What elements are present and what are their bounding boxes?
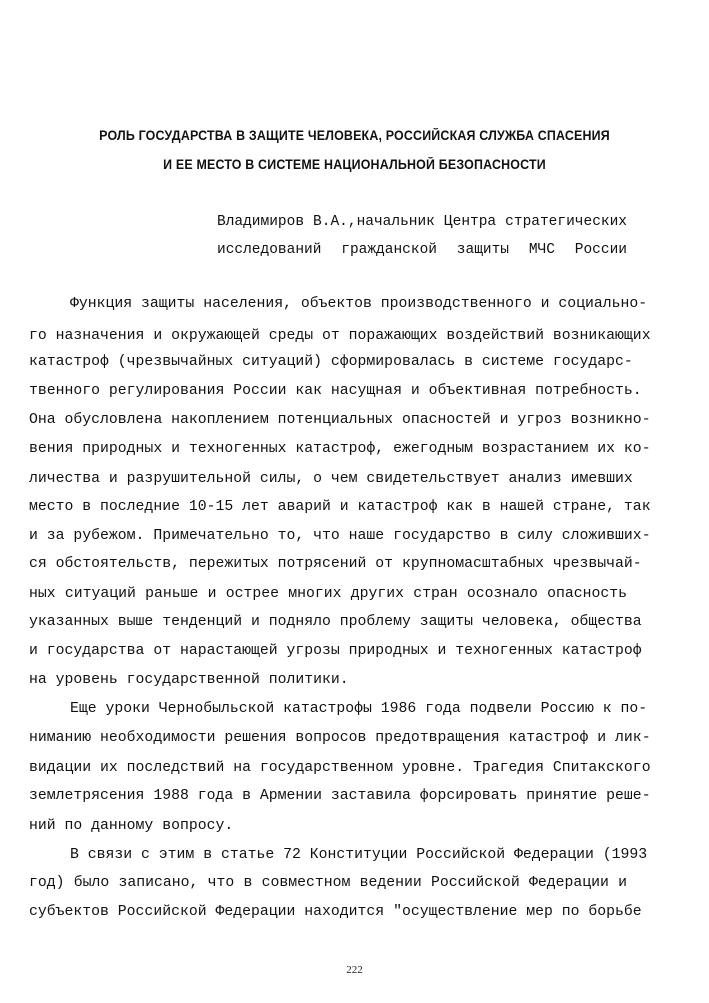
- body-line: Еще уроки Чернобыльской катастрофы 1986 года подвели Россию к по-: [70, 701, 648, 717]
- body-line: на уровень государственной политики.: [29, 672, 349, 688]
- body-line: ний по данному вопросу.: [29, 818, 234, 834]
- author-line-1: Владимиров В.А.,начальник Центра стратегических: [217, 214, 627, 230]
- body-line: В связи с этим в статье 72 Конституции Российской Федерации (1993: [70, 847, 648, 863]
- body-line: твенного регулирования России как насущная и объективная потребность.: [29, 383, 642, 399]
- body-line: катастроф (чрезвычайных ситуаций) сформировалась в системе государс-: [29, 354, 633, 370]
- author-line-2: исследований гражданской защиты МЧС России: [217, 242, 627, 258]
- body-line: ся обстоятельств, пережитых потрясений от крупномасштабных чрезвычай-: [29, 556, 642, 572]
- body-line: ниманию необходимости решения вопросов предотвращения катастроф и лик-: [29, 730, 651, 746]
- body-line: и государства от нарастающей угрозы природных и техногенных катастроф: [29, 643, 642, 659]
- body-line: го назначения и окружающей среды от поражающих воздействий возникающих: [29, 328, 651, 344]
- document-title-line-2: И ЕЕ МЕСТО В СИСТЕМЕ НАЦИОНАЛЬНОЙ БЕЗОПАСНОСТИ: [163, 157, 546, 172]
- body-line: указанных выше тенденций и подняло проблему защиты человека, общества: [29, 614, 642, 630]
- body-line: видации их последствий на государственном уровне. Трагедия Спитакского: [29, 760, 651, 776]
- body-line: ных ситуаций раньше и острее многих других стран осознало опасность: [29, 586, 627, 602]
- page-number: 222: [346, 964, 363, 976]
- body-line: субъектов Российской Федерации находится "осуществление мер по борьбе: [29, 904, 642, 920]
- document-title-line-1: РОЛЬ ГОСУДАРСТВА В ЗАЩИТЕ ЧЕЛОВЕКА, РОССИЙСКАЯ СЛУЖБА СПАСЕНИЯ: [99, 128, 610, 143]
- body-line: Функция защиты населения, объектов производственного и социально-: [70, 296, 648, 312]
- body-line: вения природных и техногенных катастроф, ежегодным возрастанием их ко-: [29, 441, 651, 457]
- body-line: землетрясения 1988 года в Армении заставила форсировать принятие реше-: [29, 788, 651, 804]
- body-line: Она обусловлена накоплением потенциальных опасностей и угроз возникно-: [29, 412, 651, 428]
- body-line: год) было записано, что в совместном ведении Российской Федерации и: [29, 875, 627, 891]
- body-line: место в последние 10-15 лет аварий и катастроф как в нашей стране, так: [29, 499, 651, 515]
- body-line: и за рубежом. Примечательно то, что наше государство в силу сложивших-: [29, 528, 651, 544]
- body-line: личества и разрушительной силы, о чем свидетельствует анализ имевших: [29, 471, 633, 487]
